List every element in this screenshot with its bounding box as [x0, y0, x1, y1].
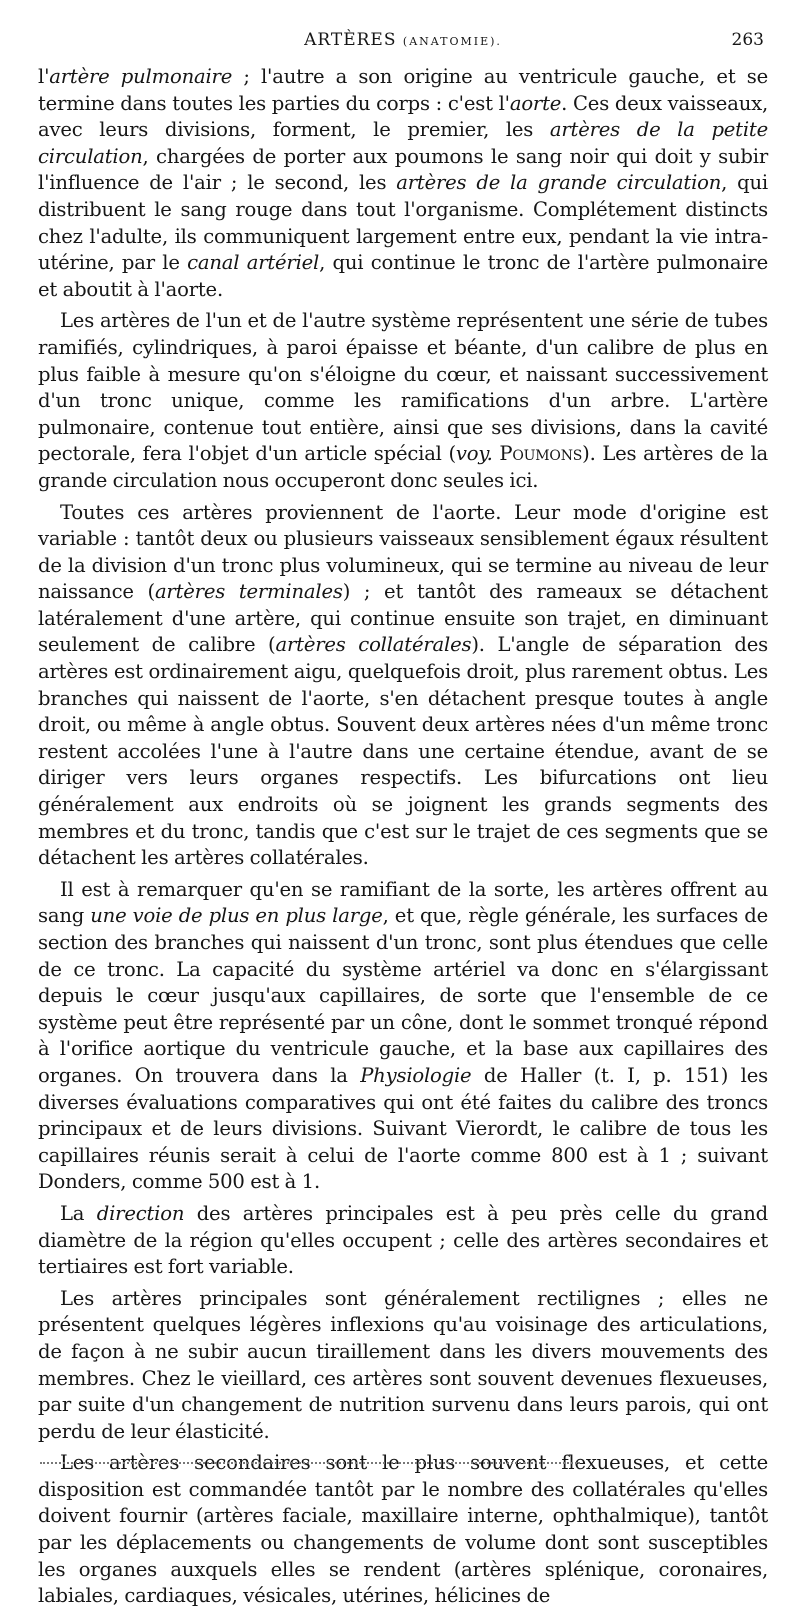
text-run: , qui distribuent le sang rouge dans tout l'organisme. Complétement distincts chez l'adulte, ils communiquent largement entre eux, pendant la vie intra-utérine, par le	[38, 171, 768, 275]
text-run: des artères principales est à peu près celle du grand diamètre de la région qu'elles occupent ; celle des artères secondaires et tertiaires est fort variable.	[38, 1201, 768, 1279]
italic-term: aorte	[509, 91, 562, 115]
smallcaps-term: Poumons	[499, 442, 583, 466]
text-run: Les artères principales sont généralement rectilignes ; elles ne présentent quelques légères inflexions qu'au voisinage des articulations, de façon à ne subir aucun tiraillement dans les divers mouvements des membres. Chez le vieillard, ces artères sont souvent devenues flexueuses, par suite d'un changement de nutrition survenu dans leurs parois, qui ont perdu de leur élasticité.	[38, 1286, 768, 1443]
text-run: , qui continue le tronc de l'artère pulmonaire et aboutit à l'aorte.	[38, 251, 768, 301]
text-run: Toutes ces artères proviennent de l'aorte. Leur mode d'origine est variable : tantôt deux ou plusieurs vaisseaux sensiblement égaux résultent de la division d'un tronc plus volumineux, qui se termine au niveau de leur naissance (	[38, 500, 768, 604]
body-text	[38, 64, 768, 1615]
italic-term: voy.	[455, 442, 493, 466]
italic-term: artères de la grande circulation	[396, 171, 722, 195]
paragraph	[38, 500, 768, 872]
italic-term: une voie de plus en plus large	[90, 904, 383, 928]
text-run: l'	[38, 65, 50, 88]
paragraph	[38, 1286, 768, 1446]
running-header	[38, 30, 768, 56]
page-number: 263	[731, 30, 764, 50]
paragraph	[38, 64, 768, 303]
text-run: . Ces deux vaisseaux, avec leurs divisions, forment, le premier, les	[38, 91, 768, 142]
italic-term: artères terminales	[154, 580, 343, 604]
italic-term: canal artériel	[187, 251, 320, 275]
text-run: Il est à remarquer qu'en se ramifiant de la sorte, les artères offrent au sang	[38, 877, 768, 928]
text-run: ). Les artères de la grande circulation nous occuperont donc seules ici.	[38, 442, 768, 492]
paragraph	[38, 1450, 768, 1610]
header-title: ARTÈRES	[304, 30, 397, 50]
italic-term: artères de la petite circulation	[38, 118, 768, 168]
text-run: , chargées de porter aux poumons le sang noir qui doit y subir l'influence de l'air ; le second, les	[38, 144, 768, 195]
paragraph	[38, 877, 768, 1196]
paragraph	[38, 308, 768, 494]
text-run: La	[60, 1201, 97, 1225]
header-section: (ANATOMIE).	[402, 35, 502, 48]
text-run: ). L'angle de séparation des artères est ordinairement aigu, quelquefois droit, plus rarement obtus. Les branches qui naissent de l'aorte, s'en détachent presque toutes à angle droit, ou même à angle obtus. Souvent deux artères nées d'un même tronc restent accolées l'une à l'autre dans une certaine étendue, avant de se diriger vers leurs organes respectifs. Les bifurcations ont lieu généralement aux endroits où se joignent les grands segments des membres et du tronc, tandis que c'est sur le trajet de ces segments que se détachent les artères collatérales.	[38, 633, 768, 870]
text-run: , et que, règle générale, les surfaces de section des branches qui naissent d'un tronc, sont plus étendues que celle de ce tronc. La capacité du système artériel va donc en s'élargissant depuis le cœur jusqu'aux capillaires, de sorte que l'ensemble de ce système peut être représenté par un cône, dont le sommet tronqué répond à l'orifice aortique du ventricule gauche, et la base aux capillaires des organes. On trouvera dans la	[38, 904, 768, 1087]
text-run: ; l'autre a son origine au ventricule gauche, et se termine dans toutes les parties du corps : c'est l'	[38, 65, 768, 115]
italic-term: artère pulmonaire	[49, 65, 233, 88]
text-run: Les artères de l'un et de l'autre système représentent une série de tubes ramifiés, cylindriques, à paroi épaisse et béante, d'un calibre de plus en plus faible à mesure qu'on s'éloigne du cœur, et naissant successivement d'un tronc unique, comme les ramifications d'un arbre. L'artère pulmonaire, contenue tout entière, ainsi que ses divisions, dans la cavité pectorale, fera l'objet d'un article spécial (	[38, 309, 768, 466]
italic-term: artères collatérales	[275, 633, 472, 657]
italic-term: direction	[96, 1201, 185, 1225]
italic-term: Physiologie	[360, 1063, 472, 1087]
text-run: ) ; et tantôt des rameaux se détachent latéralement d'une artère, qui continue ensuite son trajet, en diminuant seulement de calibre (	[38, 580, 768, 657]
text-run: Les artères secondaires sont le plus souvent flexueuses, et cette disposition est commandée tantôt par le nombre des collatérales qu'elles doivent fournir (artères faciale, maxillaire interne, ophthalmique), tantôt par les déplacements ou changements de volume dont sont susceptibles les organes auxquels elles se rendent (artères splénique, coronaires, labiales, cardiaques, vésicales, utérines, hélicines de	[38, 1451, 768, 1608]
footer-dotted-rule	[40, 1462, 580, 1464]
text-run: de Haller (t. I, p. 151) les diverses évaluations comparatives qui ont été faites du calibre des troncs principaux et de leurs divisions. Suivant Vierordt, le calibre de tous les capillaires réunis serait à celui de l'aorte comme 800 est à 1 ; suivant Donders, comme 500 est à 1.	[38, 1063, 768, 1194]
running-title	[38, 30, 768, 50]
paragraph	[38, 1201, 768, 1281]
